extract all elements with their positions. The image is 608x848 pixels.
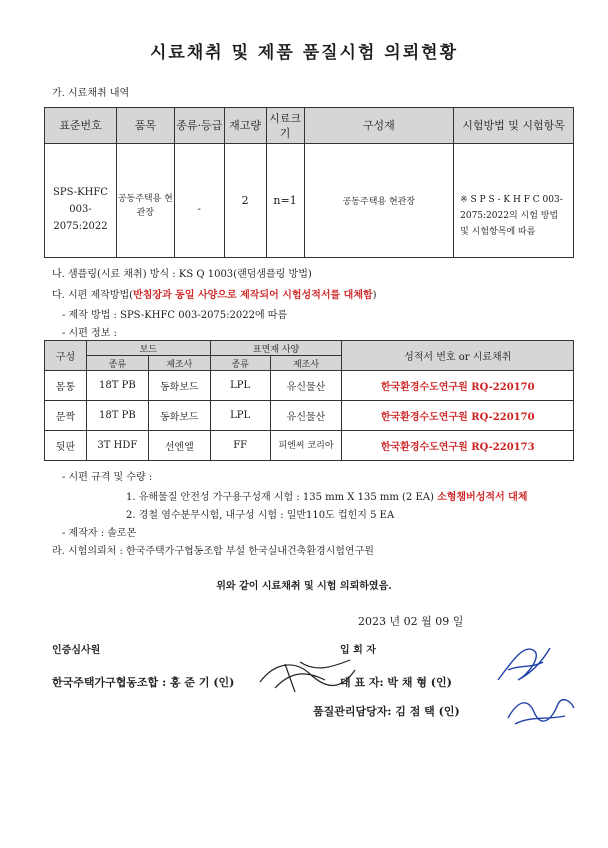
cell-surface: FF bbox=[210, 431, 270, 461]
cell-board: 18T PB bbox=[86, 371, 148, 401]
maker-line: - 제작자 : 솔로몬 bbox=[62, 528, 137, 539]
header-surface-maker: 제조사 bbox=[270, 356, 342, 371]
statement: 위와 같이 시료채취 및 시험 의뢰하였음. bbox=[216, 581, 392, 592]
cell-sample: n=1 bbox=[266, 144, 304, 258]
cell-surface-maker: 유신물산 bbox=[270, 401, 342, 431]
cell-board: 18T PB bbox=[86, 401, 148, 431]
signature-kim bbox=[500, 690, 580, 730]
cell-part: 뒷판 bbox=[45, 431, 87, 461]
cell-report: 한국환경수도연구원 RQ-220170 bbox=[342, 401, 574, 431]
spec-line-2: 2. 경철 염수분무시험, 내구성 시험 : 일반110도 컵힌지 5 EA bbox=[126, 510, 395, 521]
header-board: 보드 bbox=[86, 341, 210, 356]
cell-surface: LPL bbox=[210, 371, 270, 401]
cell-board-maker: 선엔엘 bbox=[148, 431, 210, 461]
cell-board-maker: 동화보드 bbox=[148, 371, 210, 401]
header-part: 구성 bbox=[45, 341, 87, 371]
section-da-prefix: 다. 시편 제작방법( bbox=[52, 290, 134, 301]
table-row bbox=[45, 431, 574, 461]
cell-board: 3T HDF bbox=[86, 431, 148, 461]
union-signature-line: 한국주택가구협동조합 : 홍 준 기 (인) bbox=[52, 676, 235, 689]
section-da-suffix: ) bbox=[372, 290, 377, 301]
cell-surface-maker: 피엔씨 코리아 bbox=[270, 431, 342, 461]
spec-line-1 bbox=[126, 488, 527, 503]
table-row bbox=[45, 144, 574, 258]
cell-part: 몸통 bbox=[45, 371, 87, 401]
spec-info: - 시편 정보 : bbox=[62, 328, 117, 339]
header-method: 시험방법 및 시험항목 bbox=[454, 108, 574, 144]
spec-1-text: 1. 유해물질 안전성 가구용구성재 시험 : 135 mm X 135 mm (2 EA) bbox=[126, 492, 434, 503]
cell-part: 문짝 bbox=[45, 401, 87, 431]
header-stock: 재고량 bbox=[224, 108, 266, 144]
cell-board-maker: 동화보드 bbox=[148, 401, 210, 431]
date: 2023 년 02 월 09 일 bbox=[358, 615, 464, 628]
header-board-kind: 종류 bbox=[86, 356, 148, 371]
table-header-row bbox=[45, 108, 574, 144]
header-surface-kind: 종류 bbox=[210, 356, 270, 371]
table-header-row bbox=[45, 341, 574, 356]
header-surface: 표면재 사양 bbox=[210, 341, 342, 356]
header-board-maker: 제조사 bbox=[148, 356, 210, 371]
cell-surface: LPL bbox=[210, 401, 270, 431]
ceo-signature-line: 대 표 자: 박 채 형 (인) bbox=[340, 676, 452, 689]
cell-grade: - bbox=[174, 144, 224, 258]
cell-report: 한국환경수도연구원 RQ-220170 bbox=[342, 371, 574, 401]
signature-hong bbox=[255, 652, 365, 696]
quality-signature-line: 품질관리담당자: 김 점 택 (인) bbox=[313, 705, 460, 718]
cell-method: ※ S P S - K H F C 003-2075:2022의 시험 방법 및 시험항목에 따름 bbox=[454, 144, 574, 258]
cell-material: 공동주택용 현관장 bbox=[304, 144, 454, 258]
page-title: 시료채취 및 제품 품질시험 의뢰현황 bbox=[149, 43, 458, 63]
header-material: 구성재 bbox=[304, 108, 454, 144]
header-item: 품목 bbox=[116, 108, 174, 144]
section-ra: 라. 시험의뢰처 : 한국주택가구협동조합 부설 한국실내건축환경시험연구원 bbox=[52, 546, 374, 557]
header-sample: 시료크기 bbox=[266, 108, 304, 144]
section-ga: 가. 시료채취 내역 bbox=[52, 88, 130, 99]
cell-stock: 2 bbox=[224, 144, 266, 258]
spec-size: - 시편 규격 및 수량 : bbox=[62, 472, 153, 483]
specimen-table bbox=[44, 340, 574, 461]
cell-report: 한국환경수도연구원 RQ-220173 bbox=[342, 431, 574, 461]
spec-1-red: 소형챔버성적서 대체 bbox=[437, 492, 528, 503]
header-std-no: 표준번호 bbox=[45, 108, 117, 144]
cell-surface-maker: 유신물산 bbox=[270, 371, 342, 401]
witness-label: 입 회 자 bbox=[340, 645, 376, 656]
table-row bbox=[45, 371, 574, 401]
cell-item: 공동주택용 현관장 bbox=[116, 144, 174, 258]
sampling-table bbox=[44, 107, 574, 258]
inspector-label: 인증심사원 bbox=[52, 645, 101, 656]
header-report: 성적서 번호 or 시료채취 bbox=[342, 341, 574, 371]
section-da-red: 반침장과 동일 사양으로 제작되어 시험성적서를 대체함 bbox=[133, 290, 373, 301]
section-na: 나. 샘플링(시료 채취) 방식 : KS Q 1003(랜덤샘플링 방법) bbox=[52, 269, 312, 280]
header-grade: 종류·등급 bbox=[174, 108, 224, 144]
cell-std-no: SPS-KHFC 003-2075:2022 bbox=[45, 144, 117, 258]
signature-park bbox=[488, 640, 558, 690]
table-row bbox=[45, 401, 574, 431]
section-da bbox=[52, 286, 377, 301]
make-method: - 제작 방법 : SPS-KHFC 003-2075:2022에 따름 bbox=[62, 310, 288, 321]
